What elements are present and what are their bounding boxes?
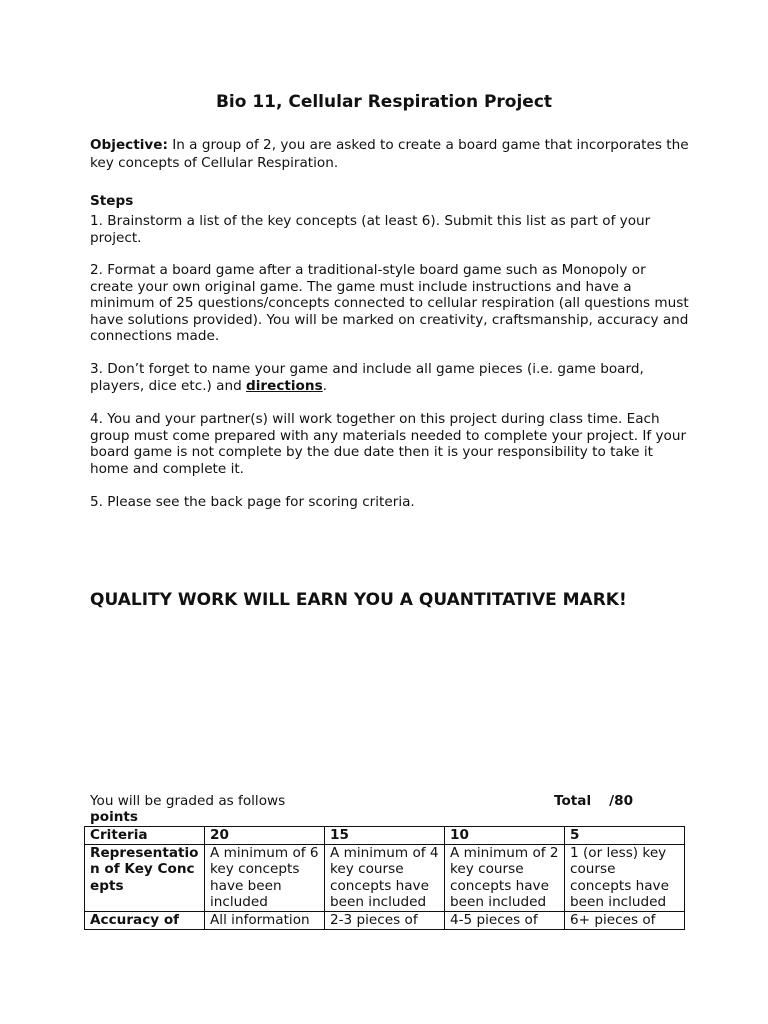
table-row xyxy=(85,844,685,911)
total-score xyxy=(554,793,633,809)
header-criteria: Criteria xyxy=(85,827,205,845)
score-cell: A minimum of 6 key concepts have been included xyxy=(205,844,325,911)
total-label: Total xyxy=(554,793,592,809)
total-value: /80 xyxy=(609,793,634,809)
rubric-table xyxy=(84,826,685,930)
step-5: 5. Please see the back page for scoring criteria. xyxy=(90,494,415,510)
score-cell: A minimum of 4 key course concepts have been included xyxy=(325,844,445,911)
step-3-end: . xyxy=(322,377,327,394)
directions-emphasis: directions xyxy=(246,377,323,394)
step-3-text: 3. Don’t forget to name your game and include all game pieces (i.e. game board, players, dice etc.) and xyxy=(90,361,644,394)
step-2: 2. Format a board game after a traditional-style board game such as Monopoly or create your own original game. The game must include instructions and have a minimum of 25 questions/concepts connected to cellular respiration (all questions must have solutions provided). You will be marked on creativity, craftsmanship, accuracy and connections made. xyxy=(90,262,689,344)
header-10: 10 xyxy=(445,827,565,845)
score-cell: 2-3 pieces of xyxy=(325,911,445,929)
step-3 xyxy=(90,361,690,394)
objective-label: Objective: xyxy=(90,137,168,153)
score-cell: All information xyxy=(205,911,325,929)
criteria-cell: Representation of Key Concepts xyxy=(85,844,205,911)
objective-text: In a group of 2, you are asked to create a board game that incorporates the key concepts of Cellular Respiration. xyxy=(90,137,689,171)
score-cell: 4-5 pieces of xyxy=(445,911,565,929)
page-title: Bio 11, Cellular Respiration Project xyxy=(215,92,553,112)
graded-intro: You will be graded as follows xyxy=(90,793,286,809)
steps-heading: Steps xyxy=(90,193,134,209)
quality-banner: QUALITY WORK WILL EARN YOU A QUANTITATIVE MARK! xyxy=(90,590,627,610)
rubric-header-row xyxy=(85,827,685,845)
header-20: 20 xyxy=(205,827,325,845)
score-cell: 1 (or less) key course concepts have been included xyxy=(565,844,685,911)
header-15: 15 xyxy=(325,827,445,845)
score-cell: 6+ pieces of xyxy=(565,911,685,929)
criteria-cell: Accuracy of xyxy=(85,911,205,929)
header-5: 5 xyxy=(565,827,685,845)
points-label: points xyxy=(90,809,138,825)
score-cell: A minimum of 2 key course concepts have been included xyxy=(445,844,565,911)
objective-paragraph xyxy=(90,136,690,172)
step-1: 1. Brainstorm a list of the key concepts (at least 6). Submit this list as part of your project. xyxy=(90,213,651,246)
table-row xyxy=(85,911,685,929)
step-4: 4. You and your partner(s) will work together on this project during class time. Each group must come prepared with any materials needed to complete your project. If your board game is not complete by the due date then it is your responsibility to take it home and complete it. xyxy=(90,411,687,477)
